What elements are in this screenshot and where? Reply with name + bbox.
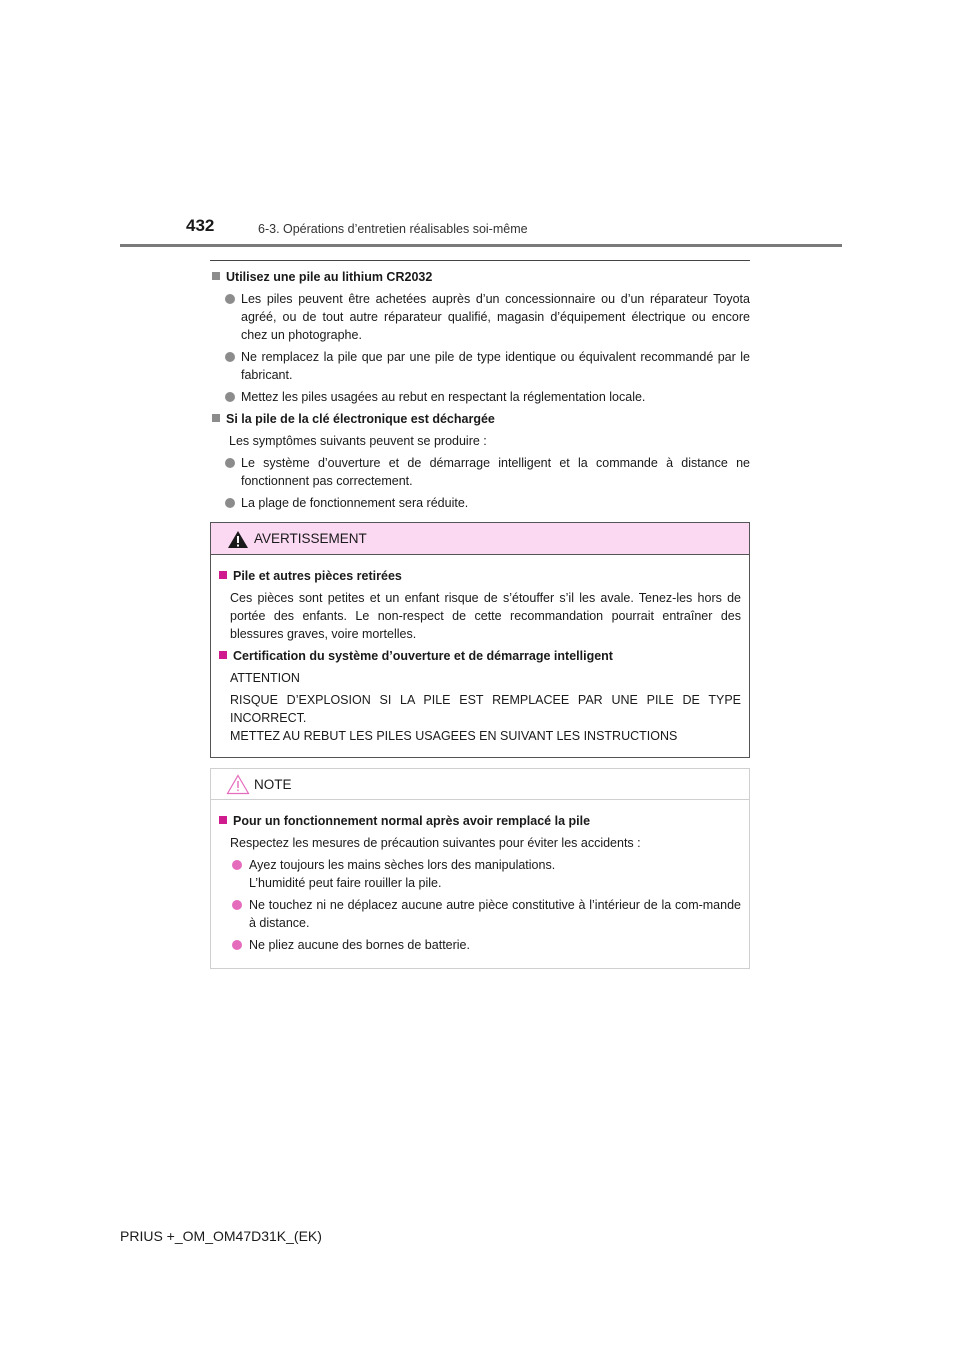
list-item: Ne touchez ni ne déplacez aucune autre pièce constitutive à l’intérieur de la com-mande à distance. bbox=[217, 896, 741, 932]
list-item: Ne remplacez la pile que par une pile de type identique ou équivalent recommandé par le fabricant. bbox=[210, 348, 750, 384]
circle-bullet-icon bbox=[225, 498, 235, 508]
note-body bbox=[211, 800, 749, 954]
main-content bbox=[210, 268, 750, 516]
warning-box bbox=[210, 522, 750, 758]
circle-bullet-icon bbox=[232, 900, 242, 910]
warning-caps-line: RISQUE D’EXPLOSION SI LA PILE EST REMPLACEE PAR UNE PILE DE TYPE INCORRECT. bbox=[230, 693, 741, 725]
list-item: Mettez les piles usagées au rebut en respectant la réglementation locale. bbox=[210, 388, 750, 406]
list-item: Les piles peuvent être achetées auprès d’un concessionnaire ou d’un réparateur Toyota agréé, ou de tout autre réparateur qualifié, magasin d’équipement électrique ou encore chez un photographe. bbox=[210, 290, 750, 344]
header-rule bbox=[120, 244, 842, 247]
note-intro: Respectez les mesures de précaution suivantes pour éviter les accidents : bbox=[230, 836, 641, 850]
section-title: 6-3. Opérations d’entretien réalisables soi-même bbox=[258, 222, 528, 236]
section-intro: Les symptômes suivants peuvent se produire : bbox=[229, 434, 487, 448]
warning-triangle-icon bbox=[227, 530, 249, 549]
note-heading: Pour un fonctionnement normal après avoir remplacé la pile bbox=[217, 812, 741, 830]
warning-title: AVERTISSEMENT bbox=[254, 531, 367, 546]
circle-bullet-icon bbox=[225, 458, 235, 468]
note-title: NOTE bbox=[254, 777, 292, 792]
circle-bullet-icon bbox=[225, 352, 235, 362]
square-bullet-icon bbox=[212, 272, 220, 280]
document-code: PRIUS +_OM_OM47D31K_(EK) bbox=[120, 1228, 322, 1244]
section-heading: Si la pile de la clé électronique est déchargée bbox=[210, 410, 750, 428]
square-bullet-icon bbox=[219, 571, 227, 579]
caution-triangle-icon bbox=[226, 774, 250, 795]
circle-bullet-icon bbox=[225, 294, 235, 304]
square-bullet-icon bbox=[219, 651, 227, 659]
warning-item-text: Ces pièces sont petites et un enfant risque de s’étouffer s’il les avale. Tenez-les hors de portée des enfants. Le non-respect de cette recommandation pourrait entraîner des blessures graves, voire mortelles. bbox=[230, 591, 741, 641]
warning-item-heading: Pile et autres pièces retirées bbox=[217, 567, 741, 585]
warning-item-heading: Certification du système d’ouverture et de démarrage intelligent bbox=[217, 647, 741, 665]
attention-label: ATTENTION bbox=[230, 671, 300, 685]
square-bullet-icon bbox=[219, 816, 227, 824]
section-heading: Utilisez une pile au lithium CR2032 bbox=[210, 268, 750, 286]
circle-bullet-icon bbox=[225, 392, 235, 402]
list-item: Ayez toujours les mains sèches lors des manipulations. L’humidité peut faire rouiller la pile. bbox=[217, 856, 741, 892]
page-number: 432 bbox=[186, 216, 215, 235]
list-item: Ne pliez aucune des bornes de batterie. bbox=[217, 936, 741, 954]
warning-caps-line: METTEZ AU REBUT LES PILES USAGEES EN SUIVANT LES INSTRUCTIONS bbox=[230, 729, 678, 743]
circle-bullet-icon bbox=[232, 860, 242, 870]
list-item: La plage de fonctionnement sera réduite. bbox=[210, 494, 750, 512]
list-item: Le système d’ouverture et de démarrage intelligent et la commande à distance ne fonctionnent pas correctement. bbox=[210, 454, 750, 490]
warning-body bbox=[211, 555, 749, 745]
note-header bbox=[211, 769, 749, 800]
warning-header bbox=[211, 523, 749, 555]
note-box bbox=[210, 768, 750, 969]
square-bullet-icon bbox=[212, 414, 220, 422]
circle-bullet-icon bbox=[232, 940, 242, 950]
divider bbox=[210, 260, 750, 261]
